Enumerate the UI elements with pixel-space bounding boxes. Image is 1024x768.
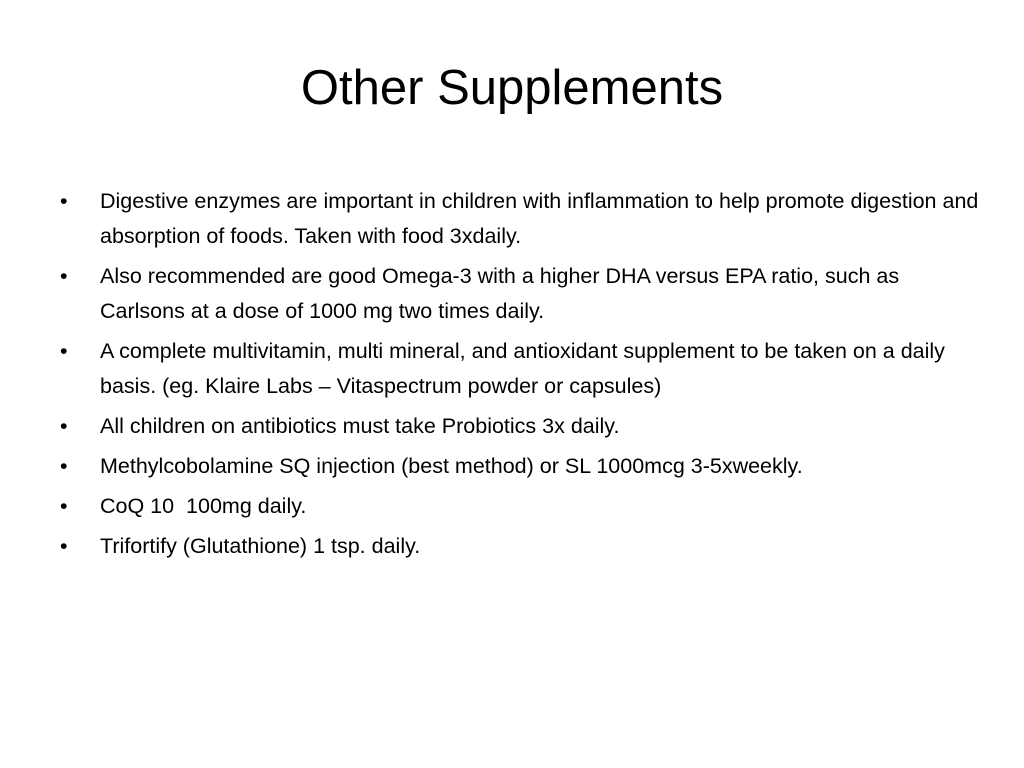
bullet-item (60, 259, 980, 329)
bullet-text: All children on antibiotics must take Probiotics 3x daily. (100, 414, 620, 438)
bullet-item (60, 449, 980, 484)
bullet-text: Digestive enzymes are important in children with inflammation to help promote digestion and absorption of foods. Taken with food 3xdaily. (100, 189, 985, 248)
bullet-text: Methylcobolamine SQ injection (best method) or SL 1000mcg 3-5xweekly. (100, 454, 803, 478)
bullet-item (60, 409, 980, 444)
bullet-text: Trifortify (Glutathione) 1 tsp. daily. (100, 534, 421, 558)
bullet-icon: • (60, 414, 68, 438)
bullet-icon: • (60, 534, 68, 558)
bullet-icon: • (60, 339, 68, 363)
slide-title: Other Supplements (300, 61, 724, 115)
bullet-icon: • (60, 264, 68, 288)
bullet-text: Also recommended are good Omega-3 with a higher DHA versus EPA ratio, such as Carlsons at a dose of 1000 mg two times daily. (100, 264, 906, 323)
bullet-icon: • (60, 494, 68, 518)
bullet-list (60, 184, 985, 569)
bullet-icon: • (60, 454, 68, 478)
bullet-text: A complete multivitamin, multi mineral, and antioxidant supplement to be taken on a daily basis. (eg. Klaire Labs – Vitaspectrum powder or capsules) (100, 339, 951, 398)
bullet-text: CoQ 10 100mg daily. (100, 494, 307, 518)
bullet-item (60, 334, 980, 404)
bullet-item (60, 184, 985, 254)
bullet-item (60, 529, 980, 564)
bullet-item (60, 489, 980, 524)
bullet-icon: • (60, 189, 68, 213)
